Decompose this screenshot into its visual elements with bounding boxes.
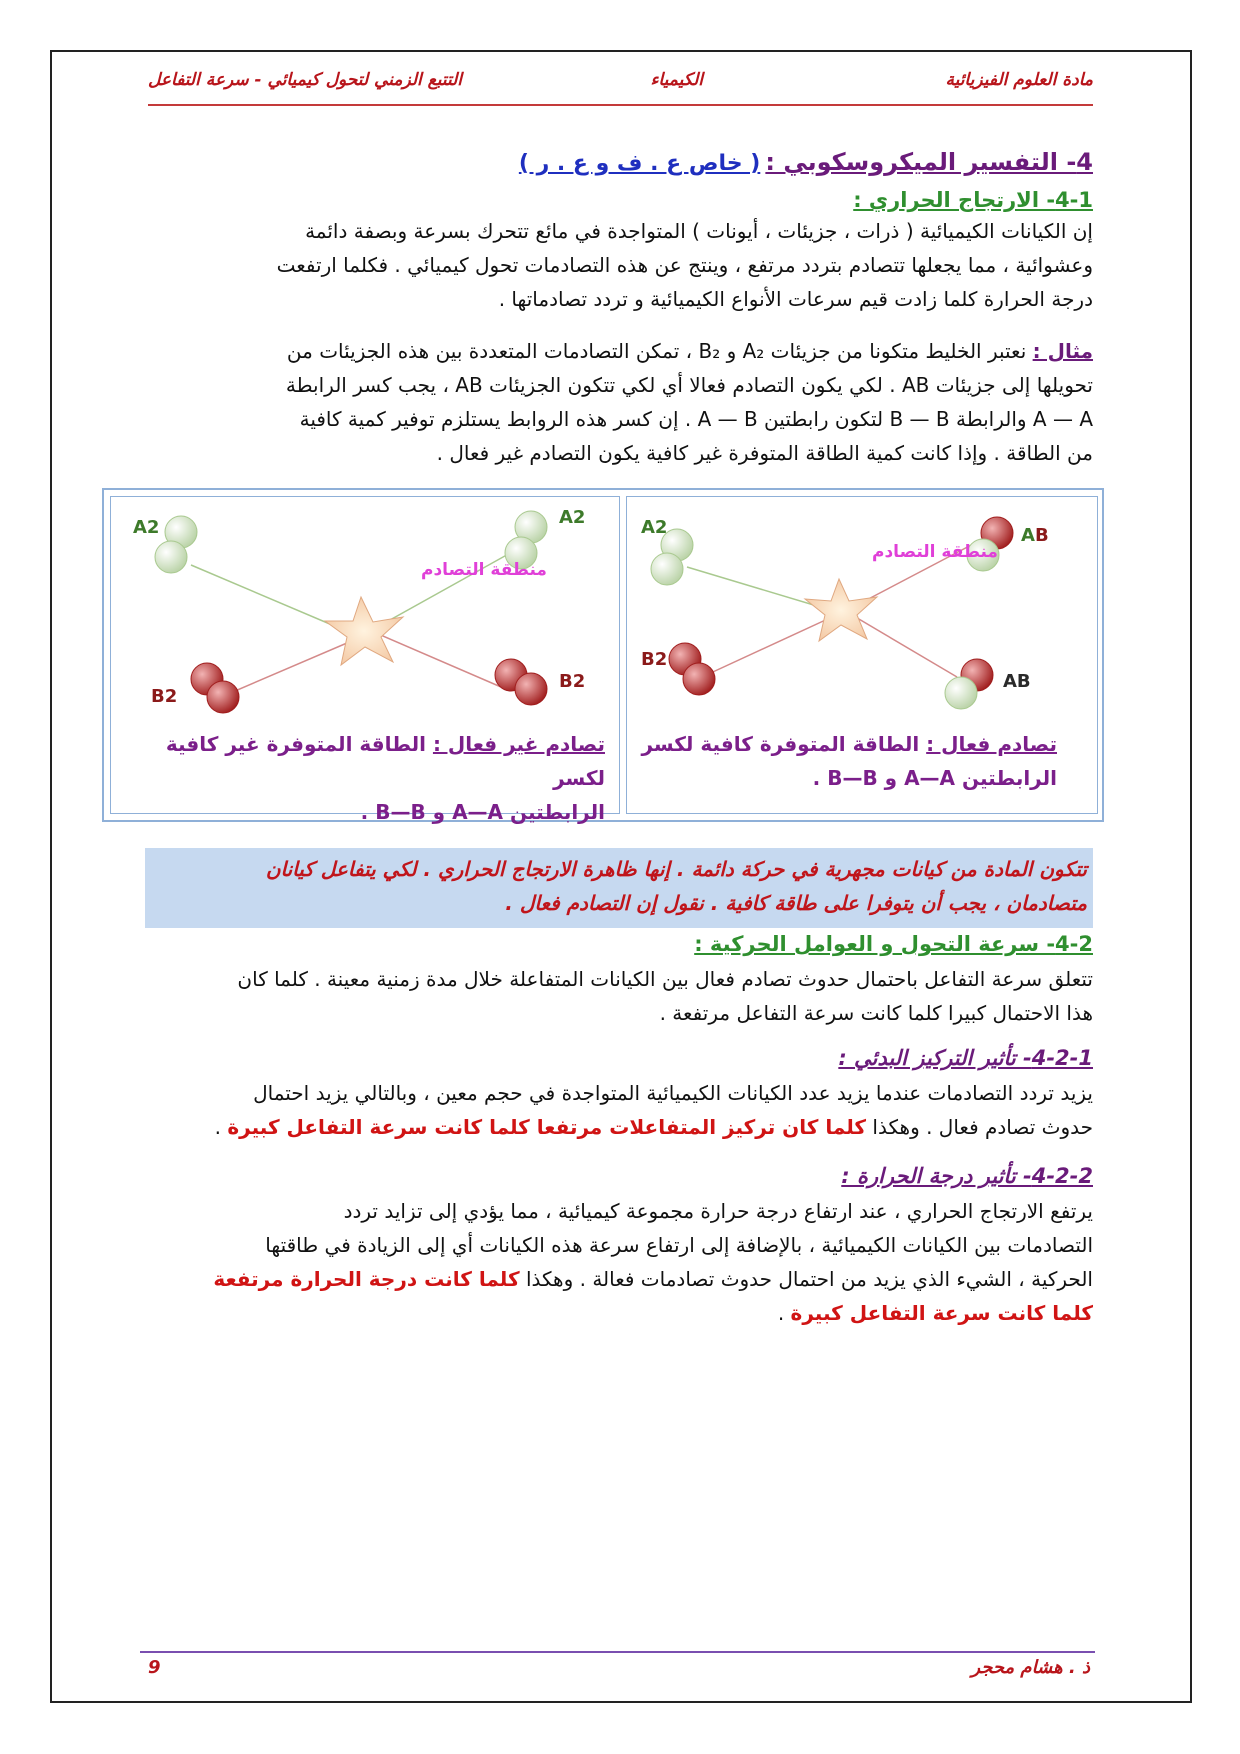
header-subject: مادة العلوم الفيزيائية <box>945 70 1093 90</box>
paragraph-thermal-agitation <box>148 214 1093 316</box>
section-4-1-heading <box>148 188 1093 212</box>
text-end: . <box>214 1115 228 1139</box>
section-4-heading <box>148 148 1093 176</box>
b2-label: B2 <box>559 671 586 692</box>
summary-line: تتكون المادة من كيانات مجهرية في حركة دائمة . إنها ظاهرة الارتجاج الحراري . لكي يتفاعل كيانان <box>265 857 1087 881</box>
text-line: A — A والرابطة B — B لتكون رابطتين A — B . إن كسر هذه الروابط يستلزم توفير كمية كافية <box>299 407 1093 431</box>
text-line: إن الكيانات الكيميائية ( ذرات ، جزيئات ، أيونات ) المتواجدة في مائع تتحرك بسرعة وبصفة دائمة <box>305 219 1093 243</box>
section-4-2-title: 4-2- سرعة التحول و العوامل الحركية : <box>694 932 1093 956</box>
section-4-1-title: 4-1- الارتجاج الحراري : <box>853 188 1093 212</box>
path-ab-out <box>847 612 957 677</box>
b2-atom <box>207 681 239 713</box>
paragraph-example <box>148 334 1093 470</box>
header-unit: التتبع الزمني لتحول كيميائي - سرعة التفاعل <box>148 70 462 90</box>
author-name: ذ . هشام محجر <box>971 1657 1090 1678</box>
page-number: 9 <box>148 1657 161 1678</box>
text-line: من الطاقة . وإذا كانت كمية الطاقة المتوفرة غير كافية يكون التصادم غير فعال . <box>436 441 1093 465</box>
section-4-title: 4- التفسير الميكروسكوبي : <box>765 148 1093 176</box>
b2-atom <box>683 663 715 695</box>
summary-line: متصادمان ، يجب أن يتوفرا على طاقة كافية . نقول إن التصادم فعال . <box>505 891 1087 915</box>
text-line <box>148 1110 1093 1144</box>
section-4-2-heading <box>148 932 1093 956</box>
text-plain: الحركية ، الشيء الذي يزيد من احتمال حدوث تصادمات فعالة . وهكذا <box>525 1267 1093 1291</box>
concentration-rule: كلما كان تركيز المتفاعلات مرتفعا كلما كانت سرعة التفاعل كبيرة <box>227 1115 867 1139</box>
path-b2-in <box>702 617 832 677</box>
collision-figure <box>102 488 1104 822</box>
text-line <box>148 1262 1093 1296</box>
header-divider <box>148 104 1093 106</box>
path-a2-in <box>687 567 827 609</box>
header-domain: الكيمياء <box>650 70 703 90</box>
effective-caption <box>637 727 1057 795</box>
ineffective-caption <box>135 727 605 829</box>
text-line: يزيد تردد التصادمات عندما يزيد عدد الكيانات الكيميائية المتواجدة في حجم معين ، وبالتالي يزيد احتمال <box>253 1081 1093 1105</box>
example-label: مثال : <box>1032 339 1093 363</box>
text-line <box>148 334 1093 368</box>
ab-label: AB <box>1021 525 1049 546</box>
page-header <box>148 70 1093 102</box>
temperature-rule: كلما كانت درجة الحرارة مرتفعة <box>213 1267 520 1291</box>
section-4-tag: ( خاص ع . ف و ع . ر ) <box>518 151 761 176</box>
temperature-rule: كلما كانت سرعة التفاعل كبيرة <box>790 1301 1093 1325</box>
a2-label: A2 <box>559 507 586 528</box>
ab-atom <box>945 677 977 709</box>
a2-atom <box>155 541 187 573</box>
path-a2-out <box>381 547 521 625</box>
paragraph-temperature <box>148 1194 1093 1330</box>
text-line: وعشوائية ، مما يجعلها تتصادم بتردد مرتفع ، وينتج عن هذه التصادمات تحول كيميائي . فكلما ارتفعت <box>276 253 1093 277</box>
a2-atom <box>651 553 683 585</box>
paragraph-concentration <box>148 1076 1093 1144</box>
section-4-2-2-heading <box>148 1164 1093 1188</box>
ineffective-caption-line2: الرابطتين A—A و B—B . <box>360 800 605 824</box>
text-line: تحويلها إلى جزيئات AB . لكي يكون التصادم فعالا أي لكي تتكون الجزيئات AB ، يجب كسر الرابطة <box>285 373 1093 397</box>
text-line: يرتفع الارتجاج الحراري ، عند ارتفاع درجة حرارة مجموعة كيميائية ، مما يؤدي إلى تزايد تردد <box>343 1199 1093 1223</box>
b2-label: B2 <box>151 686 178 707</box>
effective-caption-text: الطاقة المتوفرة كافية لكسر <box>641 732 927 756</box>
collision-zone-label: منطقة التصادم <box>421 560 547 580</box>
example-line-1: نعتبر الخليط متكونا من جزيئات A₂ و B₂ ، تمكن التصادمات المتعددة بين هذه الجزيئات من <box>286 339 1027 363</box>
text-line: هذا الاحتمال كبيرا كلما كانت سرعة التفاعل مرتفعة . <box>659 1001 1093 1025</box>
text-line: درجة الحرارة كلما زادت قيم سرعات الأنواع الكيميائية و تردد تصادماتها . <box>498 287 1093 311</box>
text-line: تتعلق سرعة التفاعل باحتمال حدوث تصادم فعال بين الكيانات المتفاعلة خلال مدة زمنية معينة . كلما كان <box>237 967 1093 991</box>
section-4-2-2-title: 4-2-2- تأثير درجة الحرارة : <box>841 1164 1093 1188</box>
b2-atom <box>515 673 547 705</box>
text-plain: حدوث تصادم فعال . وهكذا <box>872 1115 1093 1139</box>
ab-label: AB <box>1003 671 1031 692</box>
ineffective-caption-label: تصادم غير فعال : <box>432 732 605 756</box>
text-line <box>148 1296 1093 1330</box>
collision-star-icon <box>325 597 403 665</box>
text-line: التصادمات بين الكيانات الكيميائية ، بالإضافة إلى ارتفاع سرعة هذه الكيانات أي إلى الزيادة في طاقتها <box>265 1233 1093 1257</box>
collision-zone-label: منطقة التصادم <box>872 542 998 562</box>
paragraph-reaction-rate <box>148 962 1093 1030</box>
section-4-2-1-title: 4-2-1- تأثير التركيز البدئي : <box>838 1046 1093 1070</box>
effective-collision-panel <box>626 496 1098 814</box>
text-end: . <box>777 1301 791 1325</box>
section-4-2-1-heading <box>148 1046 1093 1070</box>
a2-label: A2 <box>133 517 160 538</box>
ineffective-caption-text: الطاقة المتوفرة غير كافية لكسر <box>165 732 605 790</box>
path-b2-out <box>376 633 501 687</box>
summary-highlight-box <box>145 848 1093 928</box>
b2-label: B2 <box>641 649 668 670</box>
footer-divider <box>140 1651 1095 1653</box>
a2-label: A2 <box>641 517 668 538</box>
effective-caption-line2: الرابطتين A—A و B—B . <box>812 766 1057 790</box>
ineffective-collision-panel <box>110 496 620 824</box>
collision-star-icon <box>805 579 877 641</box>
path-b2-in <box>221 637 361 697</box>
effective-caption-label: تصادم فعال : <box>926 732 1057 756</box>
